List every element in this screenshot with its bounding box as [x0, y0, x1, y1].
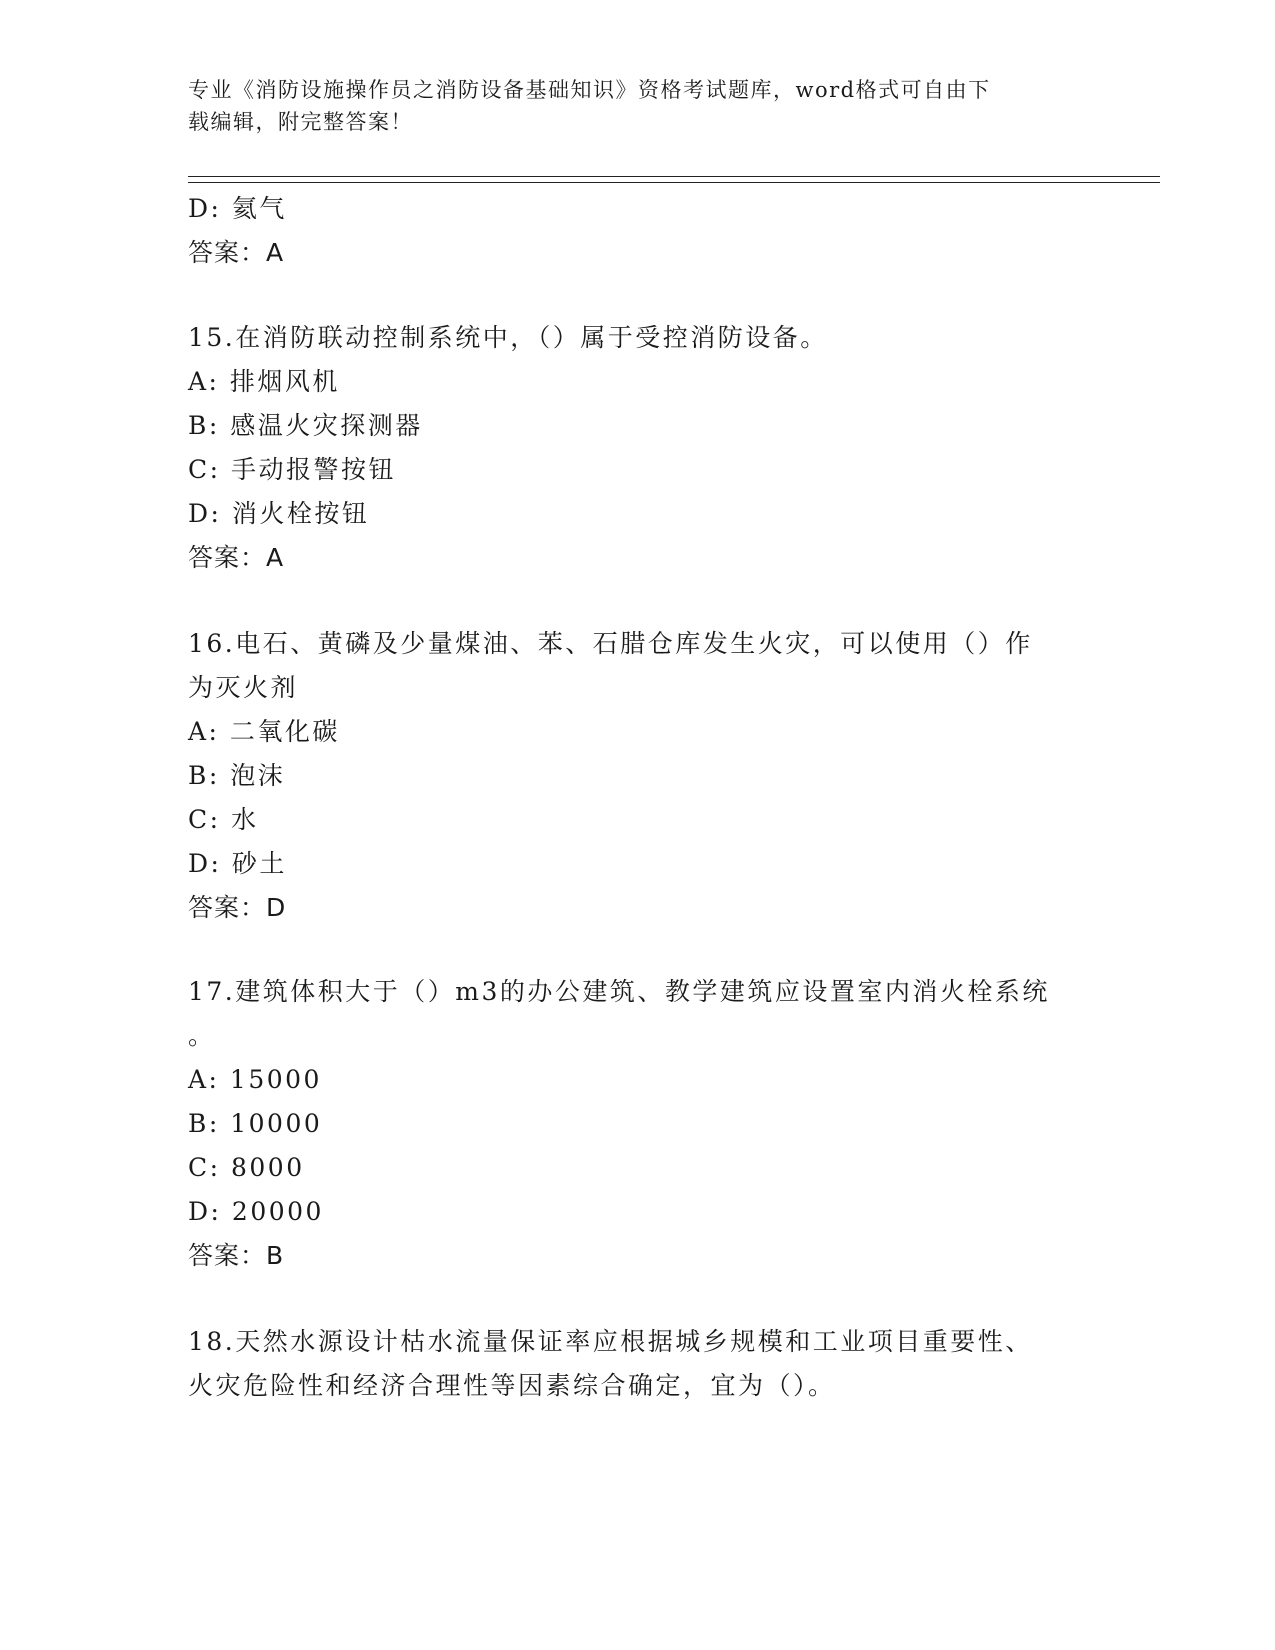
q15-option-d: D: 消火栓按钮: [188, 499, 370, 528]
q14-option-d: D: 氦气: [188, 194, 287, 223]
q17-stem-line-2: 。: [188, 1021, 216, 1050]
header-line-2: 载编辑，附完整答案！: [188, 110, 413, 134]
q16-option-c: C: 水: [188, 805, 259, 834]
q15-answer: 答案：A: [188, 543, 285, 572]
q15-option-c: C: 手动报警按钮: [188, 455, 396, 484]
q16-option-a: A: 二氧化碳: [188, 717, 340, 746]
q15-stem-line-1: 15.在消防联动控制系统中，（）属于受控消防设备。: [188, 323, 828, 352]
q17-option-b: B: 10000: [188, 1109, 323, 1138]
q14-answer: 答案：A: [188, 238, 285, 267]
q16-answer: 答案：D: [188, 893, 287, 922]
header-divider: [188, 176, 1160, 177]
q17-option-a: A: 15000: [188, 1065, 322, 1094]
q16-stem-line-1: 16.电石、黄磷及少量煤油、苯、石腊仓库发生火灾，可以使用（）作: [188, 629, 1033, 658]
q15-option-a: A: 排烟风机: [188, 367, 340, 396]
q15-option-b: B: 感温火灾探测器: [188, 411, 423, 440]
document-header: [188, 74, 1068, 138]
header-line-1: 专业《消防设施操作员之消防设备基础知识》资格考试题库，word格式可自由下: [188, 78, 991, 102]
q18-stem-line-1: 18.天然水源设计枯水流量保证率应根据城乡规模和工业项目重要性、: [188, 1327, 1033, 1356]
q16-option-d: D: 砂土: [188, 849, 287, 878]
q17-stem-line-1: 17.建筑体积大于（）m3的办公建筑、教学建筑应设置室内消火栓系统: [188, 977, 1050, 1006]
q16-option-b: B: 泡沫: [188, 761, 286, 790]
q17-answer: 答案：B: [188, 1241, 285, 1270]
q16-stem-line-2: 为灭火剂: [188, 673, 299, 702]
q17-option-d: D: 20000: [188, 1197, 324, 1226]
q18-stem-line-2: 火灾危险性和经济合理性等因素综合确定，宜为（）。: [188, 1371, 836, 1400]
header-divider-double: [188, 182, 1160, 183]
q17-option-c: C: 8000: [188, 1153, 305, 1182]
